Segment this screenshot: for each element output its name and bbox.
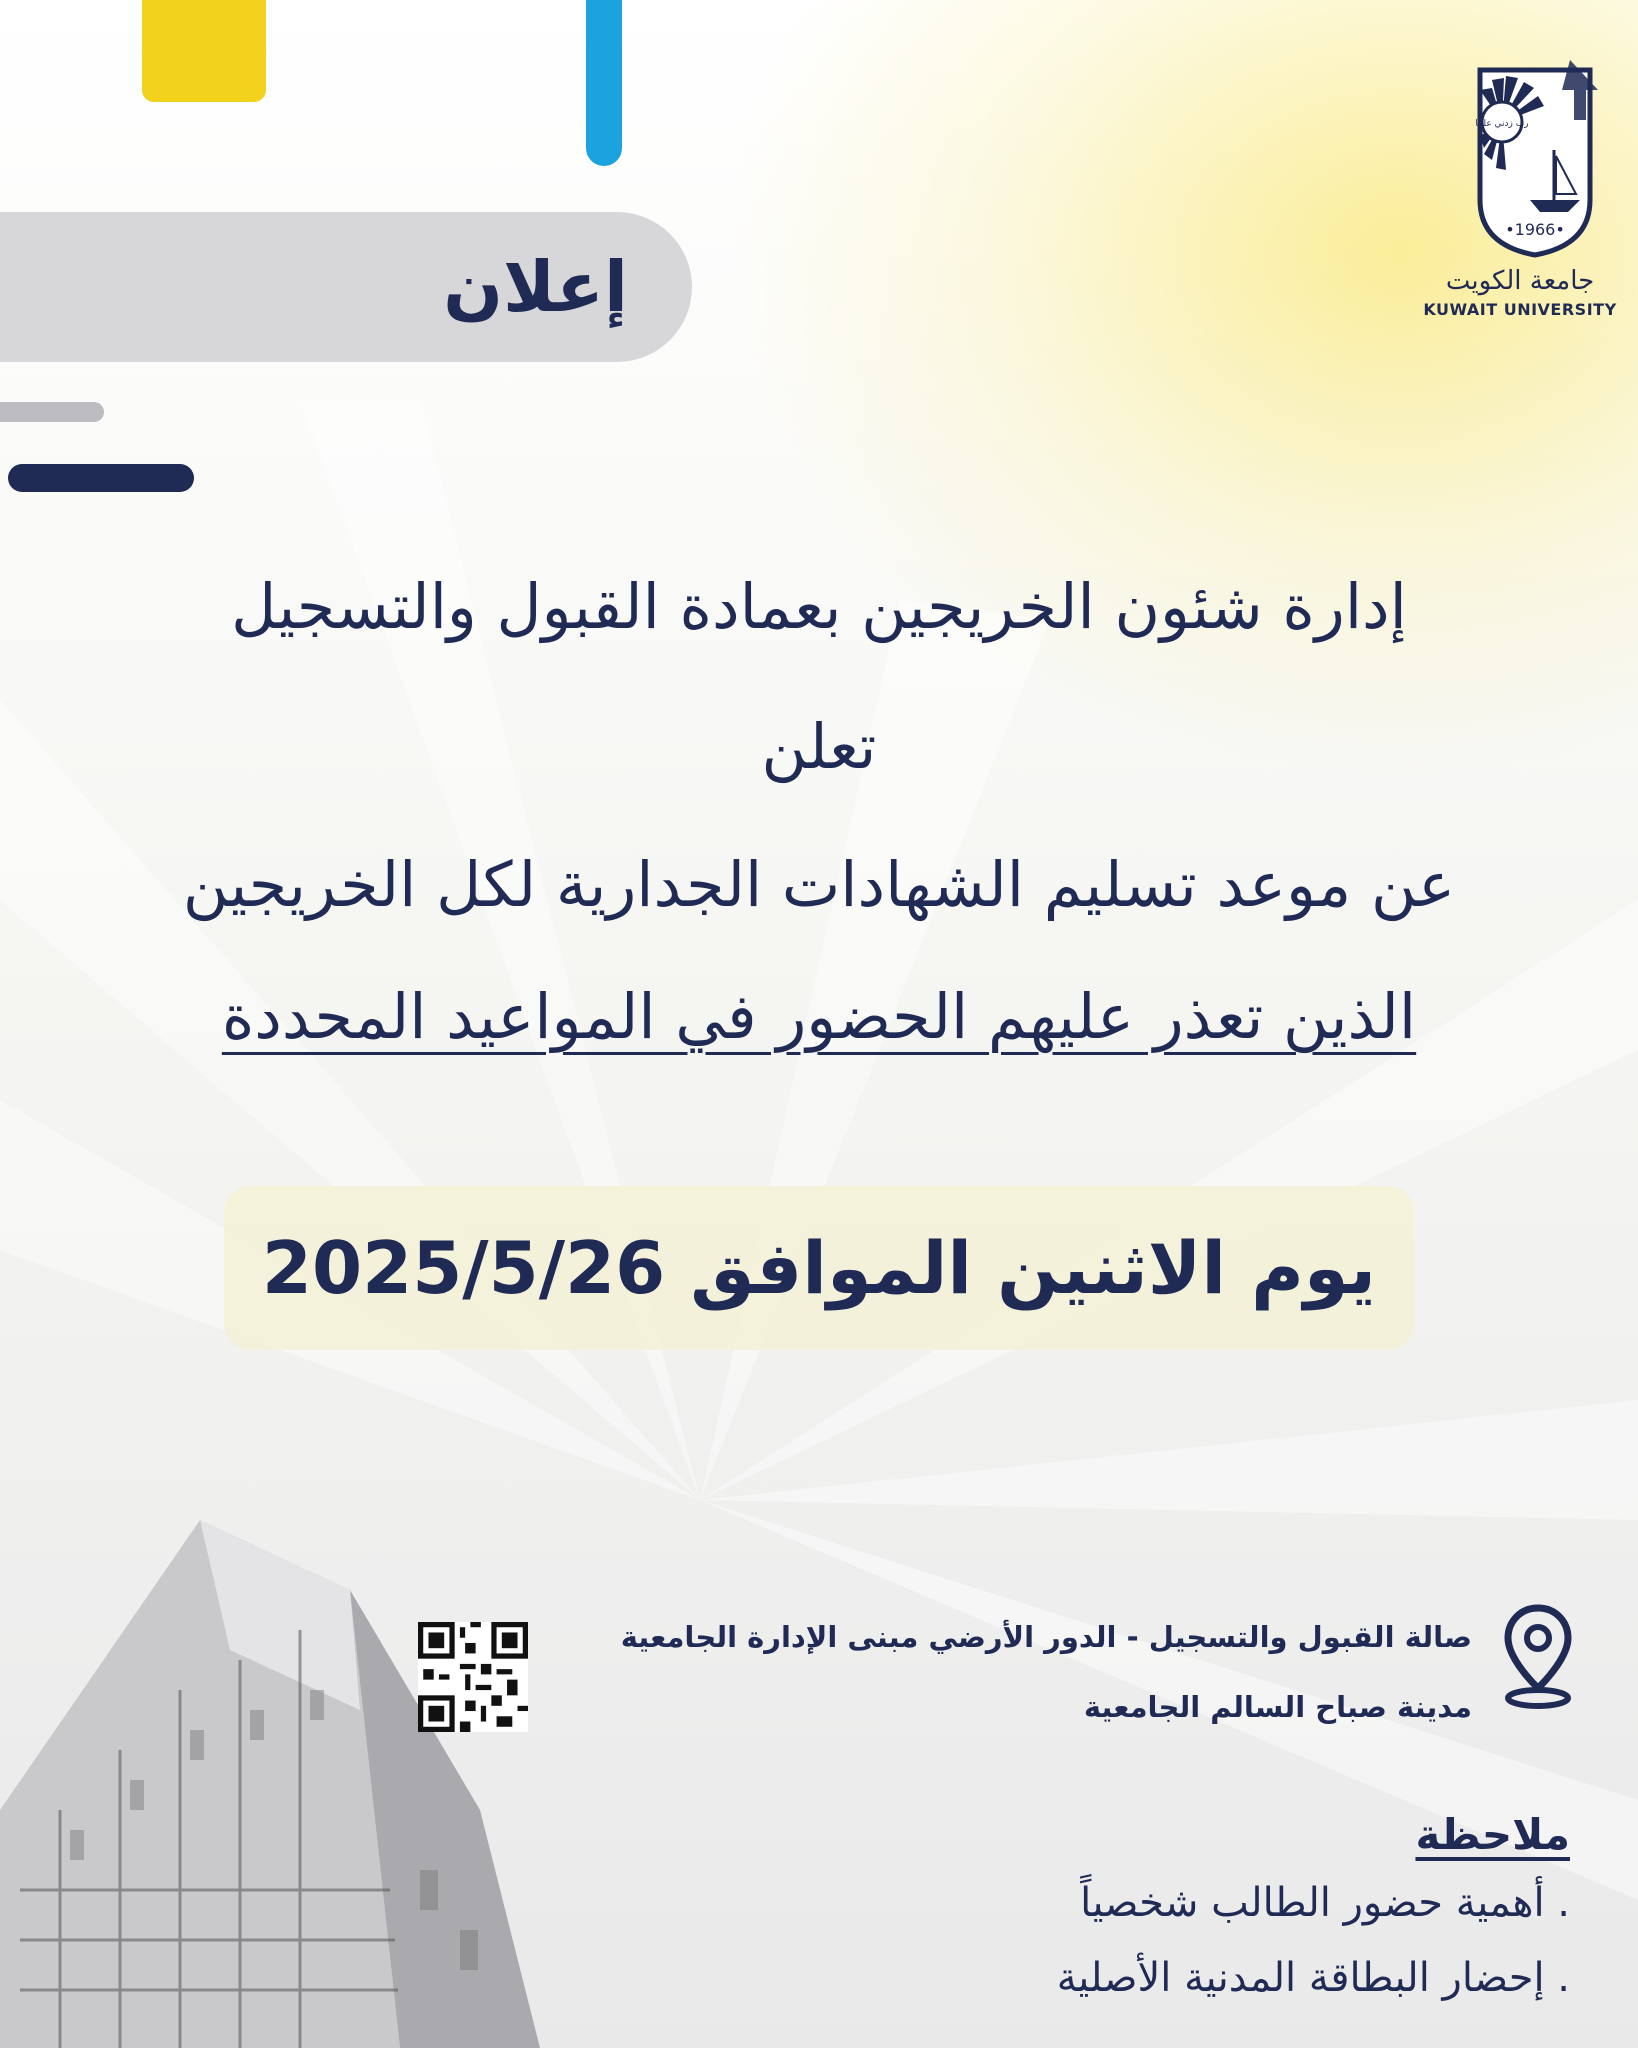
university-logo [1420, 60, 1620, 340]
announcement-line-1: إدارة شئون الخريجين بعمادة القبول والتسجيل [231, 570, 1407, 643]
university-emblem [1440, 60, 1600, 260]
logo-name-english: KUWAIT UNIVERSITY [1423, 300, 1617, 319]
announcement-banner [0, 212, 692, 362]
gray-line-decoration [0, 402, 104, 422]
note-item: . أهمية حضور الطالب شخصياً [1080, 1880, 1570, 1926]
announcement-line-4: الذين تعذر عليهم الحضور في المواعيد المحددة [221, 980, 1417, 1053]
building-illustration [0, 1510, 560, 2048]
date-highlight-box [224, 1186, 1414, 1350]
logo-motto: رب زدني علما [1475, 119, 1529, 129]
note-title: ملاحظة [1415, 1810, 1570, 1859]
logo-name-arabic: جامعة الكويت [1445, 266, 1595, 296]
announcement-line-2: تعلن [761, 710, 877, 783]
qr-code[interactable] [418, 1622, 528, 1732]
navy-line-decoration [8, 464, 194, 492]
logo-year: •1966• [1505, 220, 1565, 239]
announcement-line-3: عن موعد تسليم الشهادات الجدارية لكل الخريجين [182, 848, 1456, 921]
blue-bar-decoration [586, 0, 622, 166]
location-line-1: صالة القبول والتسجيل - الدور الأرضي مبنى الإدارة الجامعية [620, 1620, 1472, 1654]
location-pin-icon [1502, 1604, 1574, 1714]
date-text: يوم الاثنين الموافق 2025/5/26 [261, 1226, 1377, 1310]
yellow-square-decoration [142, 0, 266, 102]
announcement-label: إعلان [443, 246, 628, 328]
location-line-2: مدينة صباح السالم الجامعية [1083, 1690, 1472, 1724]
note-item: . إحضار البطاقة المدنية الأصلية [1056, 1955, 1570, 2001]
